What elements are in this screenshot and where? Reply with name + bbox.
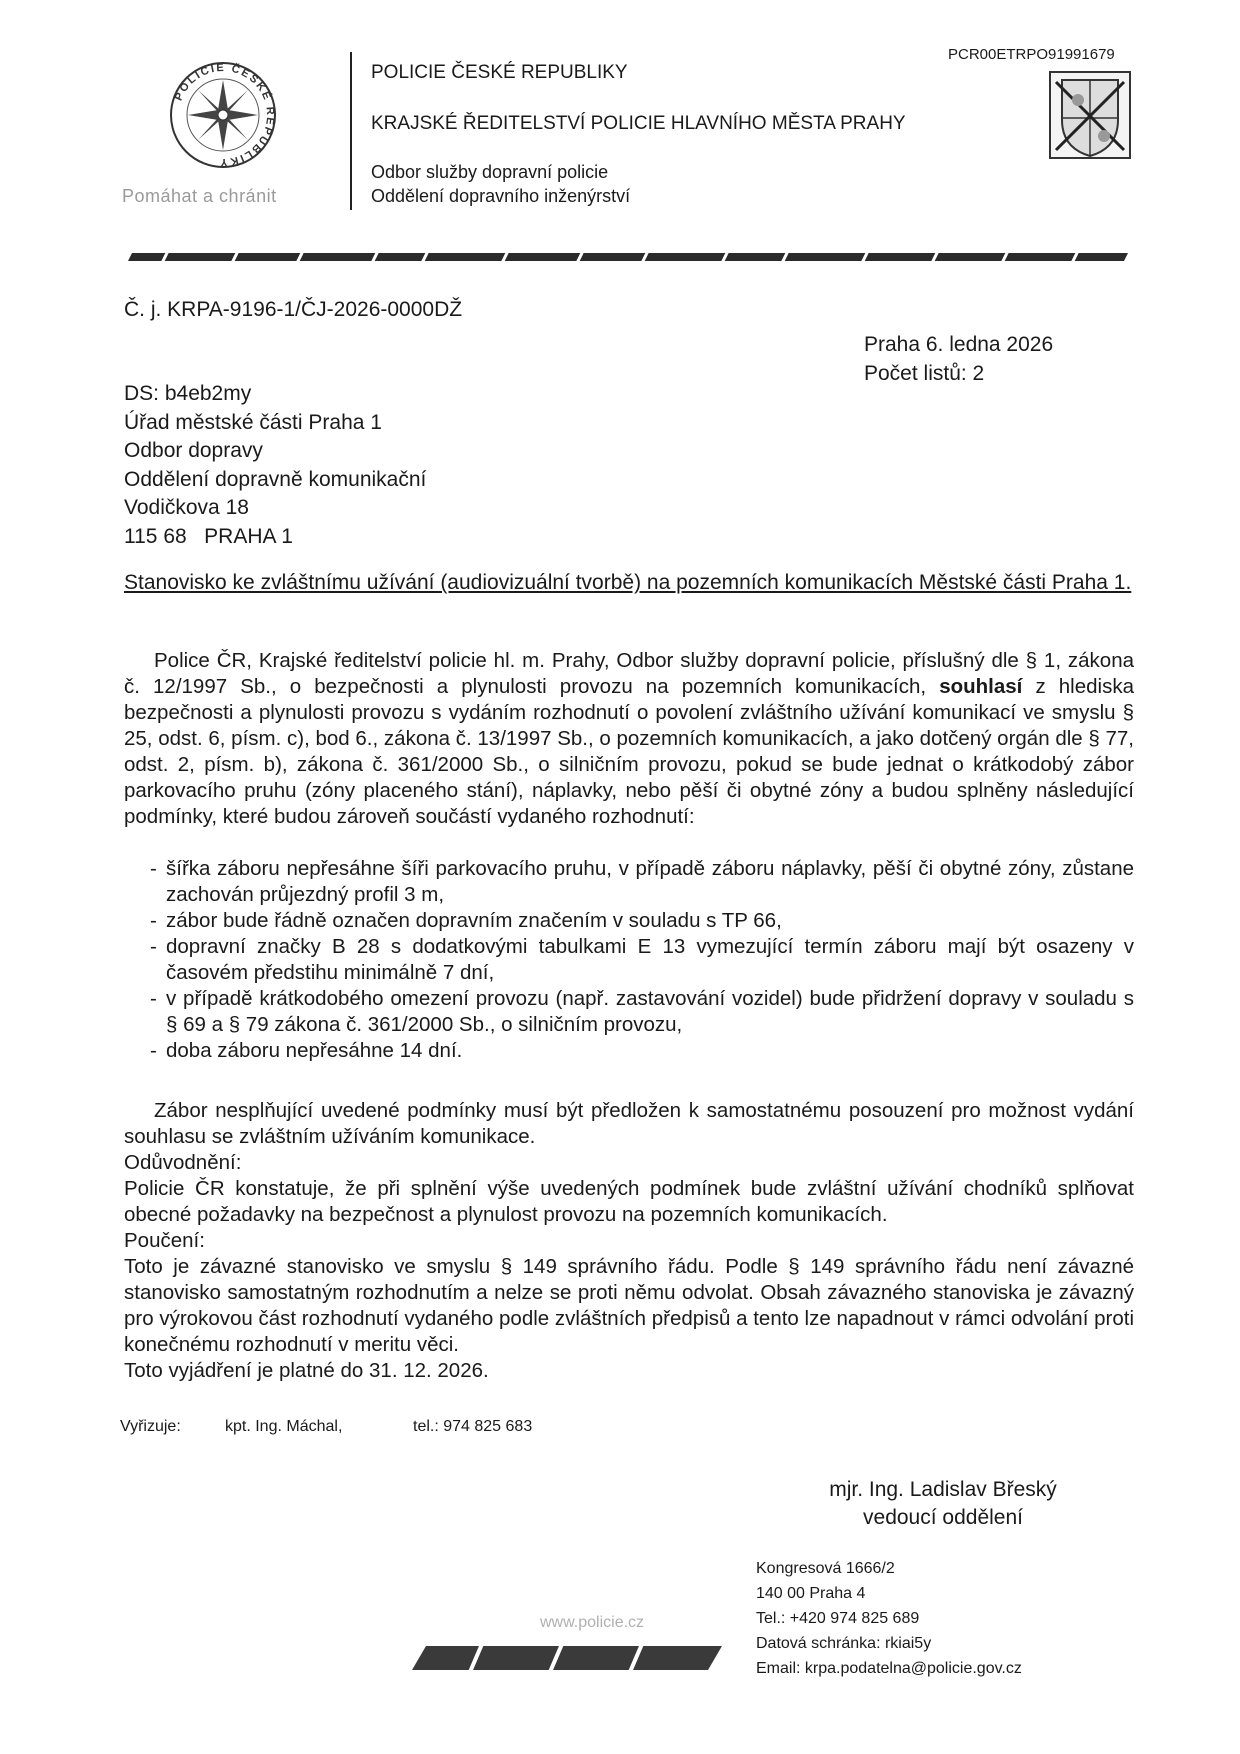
condition-item: - v případě krátkodobého omezení provozu (např. zastavování vozidel) bude přidržení dopravy v souladu s § 69 a § 79 zákona č. 361/2000 Sb., o silničním provozu,: [124, 986, 1134, 1038]
statement-verdict: souhlasí: [939, 675, 1023, 698]
recipient-line: DS: b4eb2my: [124, 382, 252, 405]
recipient-line: Vodičkova 18: [124, 496, 249, 519]
contact-street: Kongresová 1666/2: [756, 1560, 895, 1577]
handler-name: kpt. Ing. Máchal,: [225, 1418, 343, 1435]
handler-label: Vyřizuje:: [120, 1418, 181, 1435]
recipient-line: Odbor dopravy: [124, 439, 263, 462]
recipient-line: Oddělení dopravně komunikační: [124, 467, 427, 491]
signatory-title: vedoucí oddělení: [863, 1506, 1023, 1529]
emblem-text: POLICIE ČESKÉ REPUBLIKY: [172, 61, 277, 169]
contact-phone: Tel.: +420 974 825 689: [756, 1610, 920, 1627]
section-name: Oddělení dopravního inženýrství: [371, 186, 631, 206]
statement-paragraph: [124, 648, 1134, 830]
contact-data-box: Datová schránka: rkiai5y: [756, 1635, 932, 1652]
contact-city: 140 00 Praha 4: [756, 1585, 866, 1602]
header-divider: [350, 52, 352, 210]
recipient-line: Úřad městské části Praha 1: [124, 410, 382, 434]
website-link[interactable]: www.policie.cz: [540, 1614, 645, 1631]
crest-icon: [1048, 70, 1132, 160]
date-block: [864, 330, 1053, 388]
directorate-name: KRAJSKÉ ŘEDITELSTVÍ POLICIE HLAVNÍHO MĚSTA PRAHY: [371, 113, 906, 134]
police-emblem-logo: [168, 60, 278, 170]
slogan: Pomáhat a chránit: [122, 186, 277, 206]
footer-stripe: [412, 1644, 722, 1672]
condition-item: - doba záboru nepřesáhne 14 dní.: [124, 1038, 1134, 1064]
coat-of-arms: [1048, 70, 1132, 160]
letter-date: Praha 6. ledna 2026: [864, 333, 1054, 356]
instruction-heading: Poučení:: [124, 1229, 205, 1252]
recipient-line: 115 68 PRAHA 1: [124, 524, 293, 548]
sheet-count: Počet listů: 2: [864, 362, 985, 385]
recipient-address: [124, 380, 426, 551]
reasoning-heading: Odůvodnění:: [124, 1151, 242, 1174]
condition-item: - dopravní značky B 28 s dodatkovými tabulkami E 13 vymezující termín záboru mají být osazeny v časovém předstihu minimálně 7 dní,: [124, 934, 1134, 986]
signature-block: [818, 1476, 1068, 1532]
condition-item: - zábor bude řádně označen dopravním značením v souladu s TP 66,: [124, 908, 1134, 934]
reasoning-text: Policie ČR konstatuje, že při splnění výše uvedených podmínek bude zvláštní užívání chodníků splňovat obecné požadavky na bezpečnost a plynulost provozu na pozemních komunikacích.: [124, 1177, 1134, 1226]
reference-number: Č. j. KRPA-9196-1/ČJ-2026-0000DŽ: [124, 298, 463, 321]
condition-item: - šířka záboru nepřesáhne šíři parkovacího pruhu, v případě záboru náplavky, pěší či obytné zóny, zůstane zachován průjezdný profil 3 m,: [124, 856, 1134, 908]
non-compliance-paragraph: Zábor nesplňující uvedené podmínky musí být předložen k samostatnému posouzení pro možnost vydání souhlasu se zvláštním užíváním komunikace.: [124, 1099, 1134, 1148]
handler-phone: tel.: 974 825 683: [413, 1418, 533, 1435]
statement-start: Police ČR, Krajské ředitelství policie hl. m. Prahy, Odbor služby dopravní policie, příslušný dle § 1, zákona č. 12/1997 Sb., o bezpečnosti a plynulosti provozu na pozemních komunikacích,: [124, 649, 1134, 698]
statement-end: z hlediska bezpečnosti a plynulosti provozu s vydáním rozhodnutí o povolení zvláštního užívání komunikací ve smyslu § 25, odst. 6, písm. c), bod 6., zákona č. 13/1997 Sb., o pozemních komunikacích, a jako dotčený orgán dle § 77, odst. 2, písm. b), zákona č. 361/2000 Sb., o silničním provozu, pokud se bude jednat o krátkodobý zábor parkovacího pruhu (zóny placeného stání), náplavky, nebo pěší či obytné zóny a budou splněny následující podmínky, které budou zároveň součástí vydaného rozhodnutí:: [124, 675, 1134, 828]
conditions-list: [124, 856, 1134, 1064]
contact-email[interactable]: Email: krpa.podatelna@policie.gov.cz: [756, 1660, 1022, 1677]
validity-text: Toto vyjádření je platné do 31. 12. 2026.: [124, 1359, 489, 1382]
department-name: Odbor služby dopravní policie: [371, 162, 609, 182]
police-star-icon: [168, 60, 278, 170]
instruction-text: Toto je závazné stanovisko ve smyslu § 149 správního řádu. Podle § 149 správního řádu není závazné stanovisko samostatným rozhodnutím a nelze se proti němu odvolat. Obsah závazného stanoviska je závazný pro výrokovou část rozhodnutí vydaného podle zvláštních předpisů a tento lze napadnout v rámci odvolání proti konečnému rozhodnutí v meritu věci.: [124, 1255, 1134, 1356]
header-stripe: [128, 250, 1128, 262]
subject-line: Stanovisko ke zvláštnímu užívání (audiovizuální tvorbě) na pozemních komunikacích Městské části Praha 1.: [124, 571, 1132, 594]
organization-name: POLICIE ČESKÉ REPUBLIKY: [371, 62, 628, 83]
document-code: PCR00ETRPO91991679: [948, 46, 1115, 63]
signatory-name: mjr. Ing. Ladislav Břeský: [829, 1478, 1057, 1501]
contact-block: [756, 1556, 1022, 1681]
